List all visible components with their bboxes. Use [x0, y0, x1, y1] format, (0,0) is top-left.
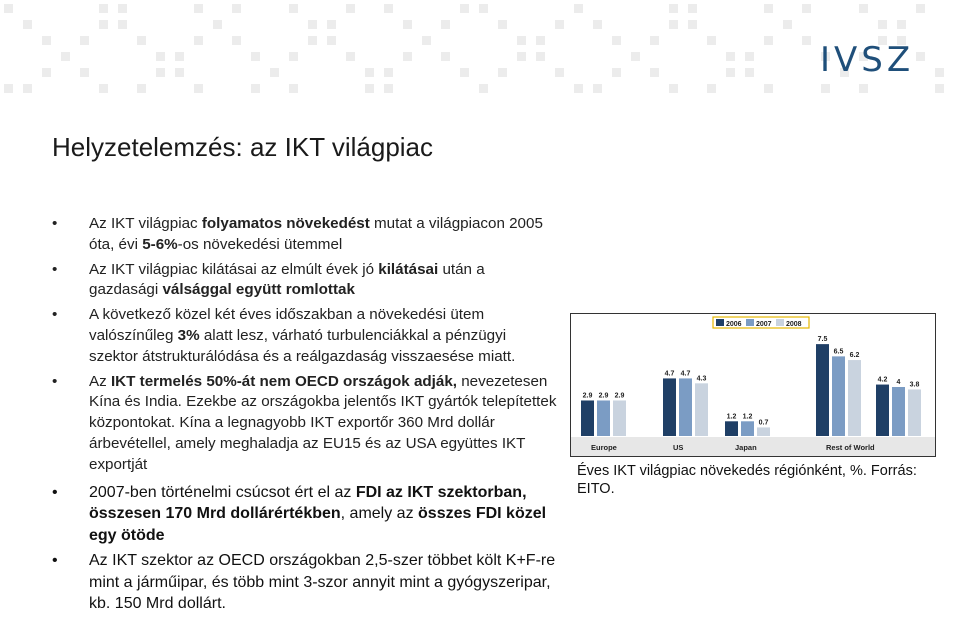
bullet-text: Az	[89, 372, 111, 390]
bullet-dot-icon: •	[52, 306, 58, 324]
chart-bar	[816, 344, 829, 436]
chart-caption: Éves IKT világpiac növekedés régiónként, %. Forrás: EITO.	[577, 463, 917, 497]
pattern-square	[384, 84, 393, 93]
bullet-text: FDI az IKT szektorban, összesen 170 Mrd dollárértékben	[89, 483, 527, 523]
chart-bar	[757, 427, 770, 436]
pattern-square	[42, 36, 51, 45]
pattern-square	[270, 68, 279, 77]
pattern-square	[137, 36, 146, 45]
bullet-text: válsággal együtt romlottak	[162, 281, 355, 299]
bullet-dot-icon: •	[52, 215, 58, 232]
pattern-square	[802, 4, 811, 13]
pattern-square	[555, 20, 564, 29]
pattern-square	[726, 68, 735, 77]
pattern-square	[821, 84, 830, 93]
pattern-square	[4, 4, 13, 13]
pattern-square	[669, 84, 678, 93]
bullet-text: Az IKT szektor az OECD országokban 2,5-szer többet költ K+F-re mint a járműipar, és több mint 3-szor annyit mint a gyógyszeripar, kb. 150 Mrd dollárt.	[89, 552, 556, 613]
pattern-square	[612, 36, 621, 45]
pattern-square	[441, 52, 450, 61]
pattern-square	[80, 68, 89, 77]
pattern-square	[384, 4, 393, 13]
bar-value-label: 2.9	[614, 392, 625, 400]
bullet-item	[52, 550, 557, 615]
pattern-square	[42, 68, 51, 77]
bullet-item	[52, 214, 557, 256]
chart-bar	[876, 385, 889, 436]
pattern-square	[213, 20, 222, 29]
chart-bar	[832, 356, 845, 436]
pattern-square	[194, 36, 203, 45]
pattern-square	[99, 4, 108, 13]
legend-label: 2008	[786, 321, 802, 328]
pattern-square	[80, 36, 89, 45]
bar-value-label: 6.5	[833, 348, 844, 356]
pattern-square	[916, 52, 925, 61]
pattern-square	[593, 84, 602, 93]
pattern-square	[23, 84, 32, 93]
bullet-text: 3%	[177, 326, 200, 344]
pattern-square	[232, 36, 241, 45]
bullet-text: -os növekedési ütemmel	[177, 235, 343, 253]
pattern-square	[935, 84, 944, 93]
pattern-square	[232, 4, 241, 13]
category-label: Europe	[591, 443, 617, 452]
pattern-square	[23, 20, 32, 29]
pattern-square	[878, 20, 887, 29]
pattern-square	[707, 36, 716, 45]
pattern-square	[726, 52, 735, 61]
pattern-square	[650, 36, 659, 45]
pattern-square	[574, 4, 583, 13]
pattern-square	[99, 20, 108, 29]
legend-swatch	[746, 319, 754, 326]
pattern-square	[764, 36, 773, 45]
pattern-square	[156, 52, 165, 61]
pattern-square	[859, 84, 868, 93]
pattern-square	[327, 36, 336, 45]
chart-svg	[571, 314, 935, 456]
pattern-square	[612, 68, 621, 77]
pattern-square	[156, 68, 165, 77]
pattern-square	[346, 52, 355, 61]
pattern-square	[384, 68, 393, 77]
bar-value-label: 1.2	[742, 413, 753, 421]
pattern-square	[859, 4, 868, 13]
pattern-square	[365, 84, 374, 93]
pattern-square	[707, 84, 716, 93]
bullet-dot-icon: •	[52, 483, 58, 501]
pattern-square	[175, 52, 184, 61]
pattern-square	[403, 52, 412, 61]
pattern-square	[194, 84, 203, 93]
pattern-square	[289, 84, 298, 93]
bar-value-label: 2.9	[582, 392, 593, 400]
chart-bar	[695, 383, 708, 436]
pattern-square	[517, 52, 526, 61]
pattern-square	[745, 52, 754, 61]
bullet-text: A következő közel két éves időszakban a növekedési ütem valószínűleg	[89, 306, 485, 344]
pattern-square	[916, 4, 925, 13]
bullet-text: alatt lesz, várható turbulenciákkal a pénzügyi szektor átstrukturálódása és a reálgazdaság visszaesése miatt.	[89, 326, 516, 365]
header-pattern	[0, 0, 960, 110]
pattern-square	[897, 20, 906, 29]
category-label: US	[673, 443, 684, 452]
pattern-square	[99, 84, 108, 93]
pattern-square	[308, 20, 317, 29]
bullet-list	[52, 214, 557, 619]
bar-value-label: 4.3	[696, 375, 707, 383]
legend-swatch	[716, 319, 724, 326]
pattern-square	[251, 84, 260, 93]
pattern-square	[631, 52, 640, 61]
pattern-square	[688, 20, 697, 29]
bar-value-label: 4.7	[680, 370, 691, 378]
bullet-text: kilátásai	[378, 260, 439, 278]
pattern-square	[422, 36, 431, 45]
pattern-square	[935, 68, 944, 77]
pattern-square	[479, 4, 488, 13]
pattern-square	[289, 4, 298, 13]
pattern-square	[650, 68, 659, 77]
chart-bar	[725, 421, 738, 436]
bullet-text: mutat a világpiacon 2005 óta, évi	[89, 215, 543, 253]
legend-label: 2007	[756, 321, 772, 328]
bullet-text: 2007-ben történelmi csúcsot ért el az	[89, 483, 356, 501]
chart-bar	[613, 400, 626, 436]
bar-value-label: 4.2	[877, 376, 888, 384]
pattern-square	[175, 68, 184, 77]
ivsz-logo: IVSZ	[820, 40, 915, 80]
chart-bar	[679, 378, 692, 436]
legend-swatch	[776, 319, 784, 326]
pattern-square	[441, 20, 450, 29]
category-label: Japan	[735, 443, 757, 452]
bullet-dot-icon: •	[52, 260, 58, 278]
bullet-item	[52, 305, 557, 367]
pattern-square	[536, 36, 545, 45]
pattern-square	[517, 36, 526, 45]
pattern-square	[460, 68, 469, 77]
bar-value-label: 4	[896, 379, 901, 386]
bar-value-label: 4.7	[664, 370, 675, 378]
bar-value-label: 6.2	[849, 352, 860, 360]
bullet-text: , amely az	[340, 505, 419, 523]
chart-bar	[908, 389, 921, 436]
bullet-text: után a gazdasági	[89, 260, 485, 299]
pattern-square	[536, 52, 545, 61]
pattern-square	[118, 20, 127, 29]
pattern-square	[745, 68, 754, 77]
pattern-square	[669, 4, 678, 13]
pattern-square	[403, 20, 412, 29]
pattern-square	[802, 36, 811, 45]
bar-value-label: 0.7	[758, 419, 769, 427]
pattern-square	[479, 84, 488, 93]
pattern-square	[498, 20, 507, 29]
pattern-square	[764, 4, 773, 13]
pattern-square	[118, 4, 127, 13]
bar-value-label: 3.8	[909, 381, 920, 389]
growth-chart	[570, 313, 936, 457]
pattern-square	[555, 68, 564, 77]
category-label: Rest of World	[826, 443, 875, 452]
pattern-square	[308, 36, 317, 45]
bar-value-label: 2.9	[598, 392, 609, 400]
pattern-square	[251, 52, 260, 61]
pattern-square	[593, 20, 602, 29]
pattern-square	[61, 52, 70, 61]
pattern-square	[669, 20, 678, 29]
pattern-square	[194, 4, 203, 13]
bullet-text: folyamatos növekedést	[201, 215, 370, 232]
bullet-item	[52, 482, 557, 547]
bullet-text: IKT termelés 50%-át nem OECD országok adják,	[110, 372, 458, 390]
bullet-text: 5-6%	[142, 235, 178, 253]
pattern-square	[365, 68, 374, 77]
legend-label: 2006	[726, 321, 742, 328]
bar-value-label: 1.2	[726, 413, 737, 421]
chart-bar	[597, 400, 610, 436]
pattern-square	[137, 84, 146, 93]
pattern-square	[574, 84, 583, 93]
chart-bar	[892, 387, 905, 436]
bar-value-label: 7.5	[817, 336, 828, 344]
bullet-dot-icon: •	[52, 372, 58, 390]
chart-bar	[848, 360, 861, 436]
pattern-square	[289, 52, 298, 61]
chart-bar	[741, 421, 754, 436]
chart-bar	[581, 400, 594, 436]
pattern-square	[688, 4, 697, 13]
slide-title: Helyzetelemzés: az IKT világpiac	[52, 132, 434, 162]
pattern-square	[498, 68, 507, 77]
bullet-text: összes FDI közel egy ötöde	[89, 505, 547, 544]
bullet-item	[52, 260, 557, 302]
bullet-text: Az IKT világpiac kilátásai az elmúlt évek jó	[89, 260, 379, 278]
pattern-square	[4, 84, 13, 93]
bullet-dot-icon: •	[52, 552, 58, 570]
pattern-square	[783, 20, 792, 29]
pattern-square	[460, 4, 469, 13]
bullet-text: Az IKT világpiac	[89, 215, 202, 232]
bullet-text: nevezetesen Kína és India. Ezekbe az országokba jelentős IKT gyártók telepítettek központokat. Kína a legnagyobb IKT exportőr 360 Mrd dollár árbevétellel, amely meghaladja az EU15 és az USA együttes IKT exportját	[89, 372, 557, 473]
pattern-square	[346, 4, 355, 13]
bullet-item	[52, 372, 557, 476]
pattern-square	[764, 84, 773, 93]
pattern-square	[327, 20, 336, 29]
chart-bar	[663, 378, 676, 436]
